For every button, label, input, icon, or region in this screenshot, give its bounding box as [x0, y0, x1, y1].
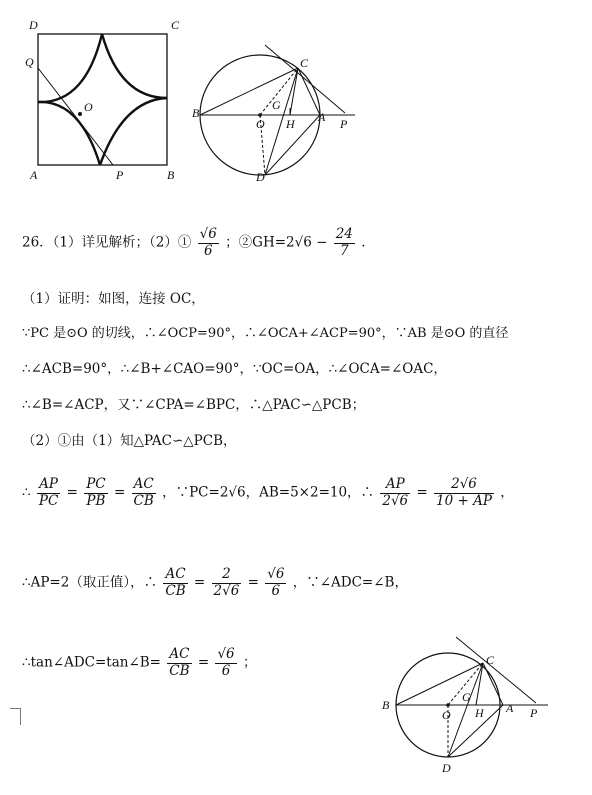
eq1-end: ， [500, 484, 514, 501]
eq3-frac2 [215, 648, 236, 678]
answer-frac2 [334, 228, 355, 258]
label-P: P [340, 117, 348, 131]
eq3-f1-den: CB [169, 662, 190, 679]
eq2-end: ，∵∠ADC=∠B， [292, 574, 408, 591]
label-C: C [171, 18, 180, 32]
label-H: H [475, 706, 484, 720]
equation-line-2 [22, 568, 408, 598]
eq1-frac5 [434, 478, 494, 508]
eq2-f1-den: CB [165, 582, 186, 599]
figure-circle-top [190, 30, 370, 190]
eq1-frac3 [132, 478, 156, 508]
corner-mark [10, 708, 21, 725]
label-Q: Q [25, 55, 34, 69]
eq2-frac1 [163, 568, 187, 598]
label-A: A [30, 168, 38, 182]
eq1-f1-den: PC [38, 492, 59, 509]
equation-line-3 [22, 648, 256, 678]
answer-frac1-den: 6 [203, 242, 213, 259]
proof-line-3: ∴∠ACB=90°，∴∠B+∠CAO=90°，∵OC=OA，∴∠OCA=∠OAC， [22, 361, 447, 377]
label-B: B [382, 698, 390, 712]
answer-end: ． [361, 234, 375, 251]
eq1-f3-num: AC [132, 478, 156, 494]
figure-circle-bottom [378, 635, 578, 795]
eq1-frac2 [84, 478, 107, 508]
eq2-pre: ∴AP=2（取正值），∴ [22, 574, 158, 591]
label-D: D [256, 170, 265, 184]
proof-line-4: ∴∠B=∠ACP，又∵∠CPA=∠BPC，∴△PAC∽△PCB； [22, 397, 366, 413]
answer-frac1-num: √6 [199, 226, 217, 242]
eq2-eq-a: = [193, 574, 206, 591]
label-C: C [300, 56, 309, 70]
eq3-end: ； [242, 654, 257, 671]
answer-frac1 [198, 228, 219, 258]
label-G: G [462, 690, 471, 704]
eq1-eq-c: = [416, 484, 428, 501]
label-O: O [256, 117, 265, 131]
eq1-f2-num: PC [86, 476, 106, 492]
label-H: H [286, 117, 295, 131]
eq1-f4-den: 2√6 [382, 492, 409, 509]
eq3-f2-num: √6 [217, 646, 235, 662]
figure-square [0, 0, 200, 185]
answer-prefix: 26．（1）详见解析；（2）① [22, 234, 196, 251]
eq1-frac1 [37, 478, 60, 508]
label-G: G [272, 98, 281, 112]
eq2-frac3 [265, 568, 286, 598]
proof-line-1: （1）证明：如图，连接 OC， [22, 291, 205, 307]
eq3-pre: ∴tan∠ADC=tan∠B= [22, 654, 161, 671]
label-A: A [506, 701, 514, 715]
proof-line-5: （2）①由（1）知△PAC∽△PCB， [22, 433, 237, 449]
eq3-eq: = [197, 654, 210, 671]
eq1-f4-num: AP [380, 478, 410, 494]
label-B: B [192, 106, 200, 120]
eq1-f3-den: CB [133, 492, 154, 509]
eq2-f3-num: √6 [267, 566, 285, 582]
label-B: B [167, 168, 175, 182]
eq1-f1-num: AP [37, 478, 60, 494]
label-A: A [318, 110, 326, 124]
eq3-frac1 [167, 648, 191, 678]
eq2-frac2 [212, 568, 242, 598]
eq2-f2-num: 2 [212, 568, 242, 584]
eq2-f3-den: 6 [271, 582, 281, 599]
eq1-pre: ∴ [22, 484, 31, 501]
eq3-f1-num: AC [167, 648, 191, 664]
label-P: P [530, 706, 538, 720]
answer-frac2-num: 24 [335, 226, 353, 242]
answer-line [22, 228, 375, 258]
eq2-f1-num: AC [163, 568, 187, 584]
answer-mid: ；②GH=2√6 − [225, 234, 332, 251]
eq1-eq-a: = [66, 484, 78, 501]
label-D: D [442, 761, 451, 775]
eq1-f5-den: 10 + AP [436, 492, 492, 509]
label-C: C [486, 653, 495, 667]
eq1-frac4 [380, 478, 410, 508]
eq2-f2-den: 2√6 [213, 582, 240, 599]
eq1-f5-num: 2√6 [434, 478, 494, 494]
eq1-mid: ，∵PC=2√6，AB=5×2=10，∴ [162, 484, 375, 501]
eq3-f2-den: 6 [221, 662, 231, 679]
proof-line-2: ∵PC 是⊙O 的切线，∴∠OCP=90°，∴∠OCA+∠ACP=90°，∵AB 是⊙O 的直径 [22, 326, 509, 341]
label-P: P [116, 168, 124, 182]
answer-frac2-den: 7 [340, 242, 349, 259]
label-O: O [442, 708, 451, 722]
equation-line-1 [22, 478, 514, 508]
eq1-eq-b: = [113, 484, 126, 501]
label-D: D [29, 18, 38, 32]
eq2-eq-b: = [247, 574, 259, 591]
eq1-f2-den: PB [86, 492, 106, 509]
label-O: O [84, 100, 93, 114]
